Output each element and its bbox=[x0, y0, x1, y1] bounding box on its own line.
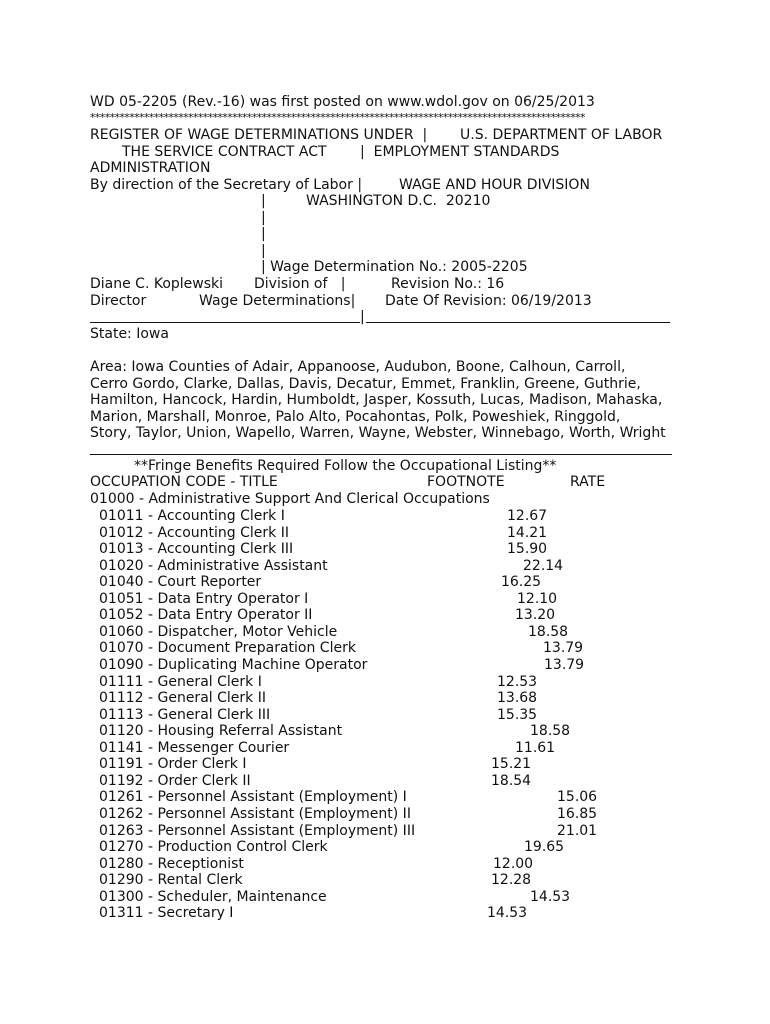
header-service-contract: THE SERVICE CONTRACT ACT bbox=[122, 144, 327, 160]
occupation-row bbox=[0, 773, 770, 789]
occupation-title: 01141 - Messenger Courier bbox=[99, 739, 290, 756]
header-pipe: | bbox=[261, 210, 266, 226]
occupation-rate: 13.68 bbox=[497, 690, 538, 706]
occupation-title: 01280 - Receptionist bbox=[99, 855, 244, 872]
occupation-title: 01060 - Dispatcher, Motor Vehicle bbox=[99, 623, 338, 640]
occupation-row bbox=[0, 806, 770, 822]
occupation-title: 01311 - Secretary I bbox=[99, 905, 234, 922]
occupation-group-heading: 01000 - Administrative Support And Clerical Occupations bbox=[90, 491, 490, 507]
occupation-rate: 15.35 bbox=[497, 706, 538, 723]
occupation-row bbox=[0, 905, 770, 921]
occupation-row bbox=[0, 674, 770, 690]
occupation-row bbox=[0, 624, 770, 640]
header-rule-pipe: | bbox=[360, 309, 365, 325]
occupation-title: 01013 - Accounting Clerk III bbox=[99, 541, 294, 558]
occupation-title: 01270 - Production Control Clerk bbox=[99, 839, 328, 855]
revision-date: Date Of Revision: 06/19/2013 bbox=[385, 293, 592, 309]
occupation-row bbox=[0, 789, 770, 805]
fringe-benefits-note: **Fringe Benefits Required Follow the Occupational Listing** bbox=[134, 458, 557, 474]
occupation-rate: 11.61 bbox=[515, 739, 556, 756]
occupation-rate: 12.10 bbox=[517, 590, 558, 607]
occupation-row bbox=[0, 690, 770, 706]
occupation-rate: 15.90 bbox=[507, 541, 548, 558]
header-pipe: | bbox=[261, 243, 266, 259]
header-employment-standards: | EMPLOYMENT STANDARDS bbox=[360, 144, 560, 160]
area-line: Story, Taylor, Union, Wapello, Warren, Wayne, Webster, Winnebago, Worth, Wright bbox=[90, 425, 666, 441]
occupation-title: 01300 - Scheduler, Maintenance bbox=[99, 888, 327, 905]
posted-line: WD 05-2205 (Rev.-16) was first posted on www.wdol.gov on 06/25/2013 bbox=[90, 94, 595, 110]
occupation-title: 01011 - Accounting Clerk I bbox=[99, 508, 285, 524]
occupation-row bbox=[0, 574, 770, 590]
occupation-rate: 12.00 bbox=[493, 855, 534, 872]
column-header-rate: RATE bbox=[570, 474, 606, 490]
occupation-title: 01111 - General Clerk I bbox=[99, 673, 262, 690]
occupation-rate: 14.53 bbox=[487, 905, 528, 922]
state-line: State: Iowa bbox=[90, 326, 169, 342]
header-pipe: | bbox=[261, 226, 266, 242]
area-rule bbox=[90, 454, 672, 455]
signer-division: Division of | bbox=[254, 276, 346, 292]
signer-wage-determinations: Wage Determinations| bbox=[199, 293, 356, 309]
occupation-row bbox=[0, 558, 770, 574]
occupation-rate: 12.53 bbox=[497, 673, 538, 690]
occupation-rate: 13.79 bbox=[544, 657, 585, 673]
occupation-title: 01040 - Court Reporter bbox=[99, 574, 262, 591]
header-washington: WASHINGTON D.C. 20210 bbox=[306, 193, 491, 209]
header-administration: ADMINISTRATION bbox=[90, 160, 211, 176]
occupation-row bbox=[0, 640, 770, 656]
occupation-rate: 12.28 bbox=[491, 872, 532, 889]
occupation-rate: 15.06 bbox=[557, 789, 598, 806]
occupation-row bbox=[0, 607, 770, 623]
occupation-row bbox=[0, 823, 770, 839]
occupation-title: 01090 - Duplicating Machine Operator bbox=[99, 657, 368, 673]
occupation-rate: 19.65 bbox=[524, 839, 565, 855]
occupation-title: 01052 - Data Entry Operator II bbox=[99, 607, 313, 624]
occupation-row bbox=[0, 591, 770, 607]
occupation-rate: 18.58 bbox=[530, 723, 571, 740]
area-line: Hamilton, Hancock, Hardin, Humboldt, Jasper, Kossuth, Lucas, Madison, Mahaska, bbox=[90, 392, 663, 408]
occupation-title: 01290 - Rental Clerk bbox=[99, 872, 243, 889]
occupation-rate: 15.21 bbox=[491, 756, 532, 773]
header-register: REGISTER OF WAGE DETERMINATIONS UNDER | bbox=[90, 127, 428, 143]
occupation-row bbox=[0, 856, 770, 872]
occupation-rate: 22.14 bbox=[523, 557, 564, 574]
occupation-rate: 13.20 bbox=[515, 607, 556, 624]
occupation-title: 01191 - Order Clerk I bbox=[99, 756, 247, 773]
column-header-title: OCCUPATION CODE - TITLE bbox=[90, 474, 278, 490]
occupation-rate: 21.01 bbox=[557, 822, 598, 839]
area-line: Area: Iowa Counties of Adair, Appanoose, Audubon, Boone, Calhoun, Carroll, bbox=[90, 359, 626, 375]
header-rule-right bbox=[366, 322, 670, 323]
occupation-rate: 16.25 bbox=[501, 574, 542, 591]
occupation-title: 01262 - Personnel Assistant (Employment) II bbox=[99, 805, 411, 822]
occupation-title: 01020 - Administrative Assistant bbox=[99, 557, 328, 574]
occupation-row bbox=[0, 541, 770, 557]
occupation-rate: 14.21 bbox=[507, 524, 548, 541]
wage-determination-number: | Wage Determination No.: 2005-2205 bbox=[261, 259, 528, 275]
occupation-title: 01051 - Data Entry Operator I bbox=[99, 590, 309, 607]
occupation-title: 01120 - Housing Referral Assistant bbox=[99, 723, 343, 740]
occupation-title: 01263 - Personnel Assistant (Employment) III bbox=[99, 822, 416, 839]
header-dept-labor: U.S. DEPARTMENT OF LABOR bbox=[460, 127, 663, 143]
occupation-row bbox=[0, 872, 770, 888]
occupation-title: 01112 - General Clerk II bbox=[99, 690, 266, 706]
occupation-title: 01192 - Order Clerk II bbox=[99, 772, 251, 789]
occupation-rate: 14.53 bbox=[530, 888, 571, 905]
signer-name: Diane C. Koplewski bbox=[90, 276, 224, 292]
occupation-rate: 18.58 bbox=[528, 623, 569, 640]
occupation-rate: 16.85 bbox=[557, 805, 598, 822]
occupation-rate: 13.79 bbox=[543, 640, 584, 657]
area-line: Cerro Gordo, Clarke, Dallas, Davis, Decatur, Emmet, Franklin, Greene, Guthrie, bbox=[90, 376, 641, 392]
occupation-row bbox=[0, 889, 770, 905]
signer-title: Director bbox=[90, 293, 147, 309]
header-wage-hour-division: WAGE AND HOUR DIVISION bbox=[399, 177, 590, 193]
occupation-row bbox=[0, 756, 770, 772]
occupation-title: 01261 - Personnel Assistant (Employment) I bbox=[99, 789, 407, 806]
occupation-title: 01012 - Accounting Clerk II bbox=[99, 524, 289, 541]
header-direction: By direction of the Secretary of Labor | bbox=[90, 177, 363, 193]
header-rule-left bbox=[90, 322, 360, 323]
occupation-row bbox=[0, 839, 770, 855]
occupation-row bbox=[0, 740, 770, 756]
header-pipe: | bbox=[261, 193, 266, 209]
occupation-rate: 12.67 bbox=[507, 508, 548, 524]
occupation-row bbox=[0, 525, 770, 541]
occupation-row bbox=[0, 707, 770, 723]
column-header-footnote: FOOTNOTE bbox=[427, 474, 505, 490]
occupation-row bbox=[0, 657, 770, 673]
occupation-row bbox=[0, 723, 770, 739]
occupation-title: 01070 - Document Preparation Clerk bbox=[99, 640, 356, 657]
occupation-rate: 18.54 bbox=[491, 772, 532, 789]
occupation-title: 01113 - General Clerk III bbox=[99, 706, 271, 723]
star-separator: ***************************************************************************************************** bbox=[90, 112, 585, 124]
revision-number: Revision No.: 16 bbox=[391, 276, 505, 292]
area-line: Marion, Marshall, Monroe, Palo Alto, Pocahontas, Polk, Poweshiek, Ringgold, bbox=[90, 409, 621, 425]
occupation-row bbox=[0, 508, 770, 524]
